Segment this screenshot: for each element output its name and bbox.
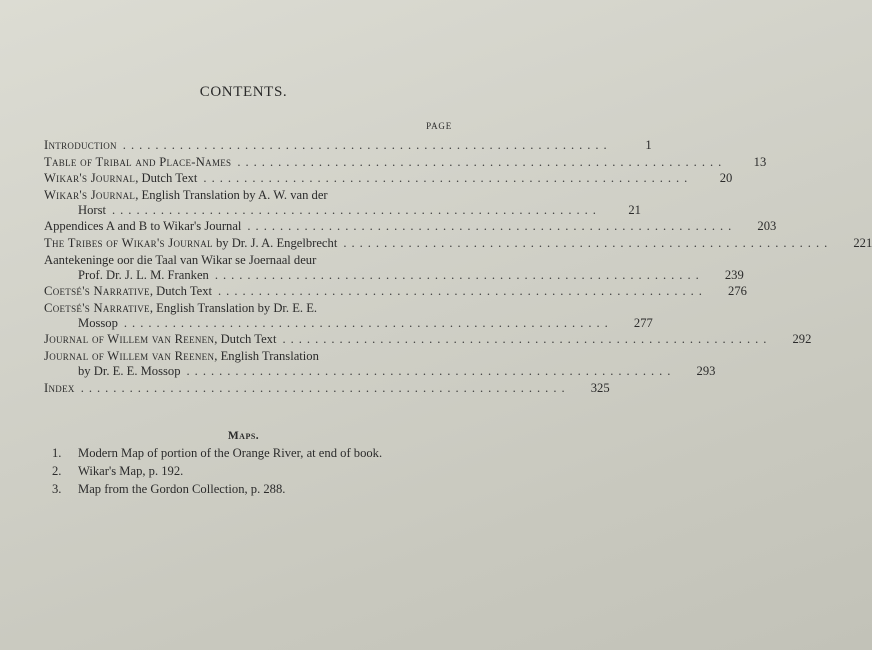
toc-entry-title	[78, 203, 106, 218]
dot-leader: ............................................................	[203, 171, 693, 186]
toc-entry-text: , Dutch Text	[135, 171, 198, 186]
toc-entry-text: The Tribes of Wikar's Journal	[44, 235, 213, 250]
dot-leader: ............................................................	[282, 332, 772, 347]
toc-page-number: 20	[719, 171, 733, 186]
toc-entry-line	[44, 138, 652, 153]
toc-entry-text: Horst	[78, 202, 106, 217]
toc-entry-title	[44, 332, 276, 347]
map-number: 2.	[52, 464, 62, 478]
page-title: CONTENTS.	[199, 84, 288, 100]
toc-entry-text: , Dutch Text	[149, 284, 213, 299]
toc-entry-text: Index	[44, 380, 75, 395]
toc-entry-text: Coetsé's Narrative	[44, 284, 150, 299]
toc-entry-text: by Dr. E. E. Mossop	[78, 363, 181, 378]
toc-entry-title	[44, 171, 197, 186]
toc-entry-title	[78, 268, 209, 283]
map-description: Map from the Gordon Collection, p. 288.	[78, 482, 286, 496]
toc-entry-line	[44, 301, 455, 316]
maps-heading: Maps.	[227, 430, 260, 442]
toc-page-number: 221	[853, 235, 872, 250]
toc-entry-text: , English Translation	[214, 348, 319, 363]
toc-entry-line	[44, 202, 641, 218]
toc-entry-line	[44, 253, 455, 268]
map-description: Wikar's Map, p. 192.	[78, 464, 184, 478]
toc-entry	[44, 284, 747, 299]
toc-entry	[44, 171, 733, 186]
toc-page-number: 203	[757, 219, 777, 234]
map-list-item	[52, 482, 457, 497]
dot-leader: ............................................................	[112, 202, 601, 217]
maps-list	[52, 446, 457, 500]
toc-entry-text: , English Translation by A. W. van der	[135, 187, 328, 202]
toc-entry-line	[44, 363, 716, 379]
dot-leader: ............................................................	[214, 267, 704, 282]
dot-leader: ............................................................	[237, 154, 727, 169]
toc-page-number: 292	[792, 332, 812, 347]
dot-leader: ............................................................	[186, 363, 676, 378]
toc-entry	[44, 235, 872, 251]
toc-entry-title	[78, 316, 118, 331]
toc-entry-text: Prof. Dr. J. L. M. Franken	[78, 267, 209, 282]
dot-leader: ............................................................	[122, 138, 612, 152]
toc-entry	[44, 138, 652, 153]
toc-page-number: 276	[728, 284, 747, 299]
toc-page-number: 239	[724, 267, 744, 282]
toc-entry-title	[78, 364, 181, 379]
dot-leader: ............................................................	[247, 219, 737, 234]
toc-entry	[44, 187, 641, 218]
toc-page-number: 293	[696, 363, 716, 378]
toc-entry-title	[44, 155, 231, 170]
toc-entry-title	[44, 284, 212, 299]
dot-leader: ............................................................	[123, 315, 613, 330]
toc-entry-line	[44, 171, 733, 186]
toc-entry-line	[44, 284, 747, 299]
toc-entry	[44, 380, 610, 396]
toc-entry-text: , Dutch Text	[214, 332, 277, 347]
table-of-contents	[44, 138, 872, 397]
toc-entry-text: Table of Tribal and Place-Names	[44, 154, 232, 169]
toc-entry	[44, 300, 653, 331]
toc-entry-title	[44, 349, 319, 364]
map-description: Modern Map of portion of the Orange River, at end of book.	[78, 446, 383, 460]
toc-page-number: 325	[590, 380, 610, 395]
toc-entry-line	[44, 332, 812, 347]
toc-entry	[44, 219, 777, 234]
toc-entry-title	[44, 188, 328, 203]
toc-entry-text: Journal of Willem van Reenen	[44, 348, 215, 363]
dot-leader: ............................................................	[343, 235, 833, 250]
toc-entry-title	[44, 236, 337, 251]
map-number: 1.	[52, 446, 62, 460]
toc-entry-text: by Dr. J. A. Engelbrecht	[212, 235, 338, 250]
toc-page-number: 1	[645, 138, 652, 152]
toc-entry-text: Introduction	[44, 138, 117, 152]
toc-entry-text: Coetsé's Narrative	[44, 300, 150, 315]
toc-entry-text: Wikar's Journal	[44, 171, 136, 186]
toc-page-number: 21	[628, 202, 641, 217]
toc-entry-title	[44, 253, 316, 268]
toc-entry-text: , English Translation by Dr. E. E.	[149, 300, 318, 315]
toc-entry-text: Appendices A and B to Wikar's Journal	[44, 219, 242, 234]
toc-entry-text: Aantekeninge oor die Taal van Wikar se Joernaal deur	[44, 252, 317, 267]
toc-entry-text: Mossop	[78, 315, 118, 330]
dot-leader: ............................................................	[218, 284, 707, 299]
toc-entry-title	[44, 301, 317, 316]
toc-entry-line	[44, 267, 744, 283]
toc-entry	[44, 332, 812, 347]
toc-entry-line	[44, 349, 455, 364]
toc-page-number: 277	[633, 315, 653, 330]
toc-entry-line	[44, 188, 455, 203]
toc-page-number: 13	[753, 154, 767, 169]
map-list-item	[52, 446, 457, 461]
toc-entry-line	[44, 380, 610, 396]
toc-entry-title	[44, 381, 75, 396]
toc-entry-line	[44, 219, 777, 234]
map-list-item	[52, 464, 457, 479]
toc-entry	[44, 154, 767, 170]
toc-entry	[44, 348, 716, 379]
toc-entry-text: Wikar's Journal	[44, 187, 136, 202]
map-number: 3.	[52, 482, 62, 496]
page-column-label: PAGE	[426, 121, 452, 131]
toc-entry-line	[44, 315, 653, 331]
toc-entry-line	[44, 235, 872, 251]
toc-entry-title	[44, 219, 241, 234]
toc-entry-text: Journal of Willem van Reenen	[44, 332, 215, 347]
toc-entry-title	[44, 138, 117, 153]
toc-entry-line	[44, 154, 767, 170]
dot-leader: ............................................................	[80, 380, 570, 395]
toc-entry	[44, 252, 744, 283]
